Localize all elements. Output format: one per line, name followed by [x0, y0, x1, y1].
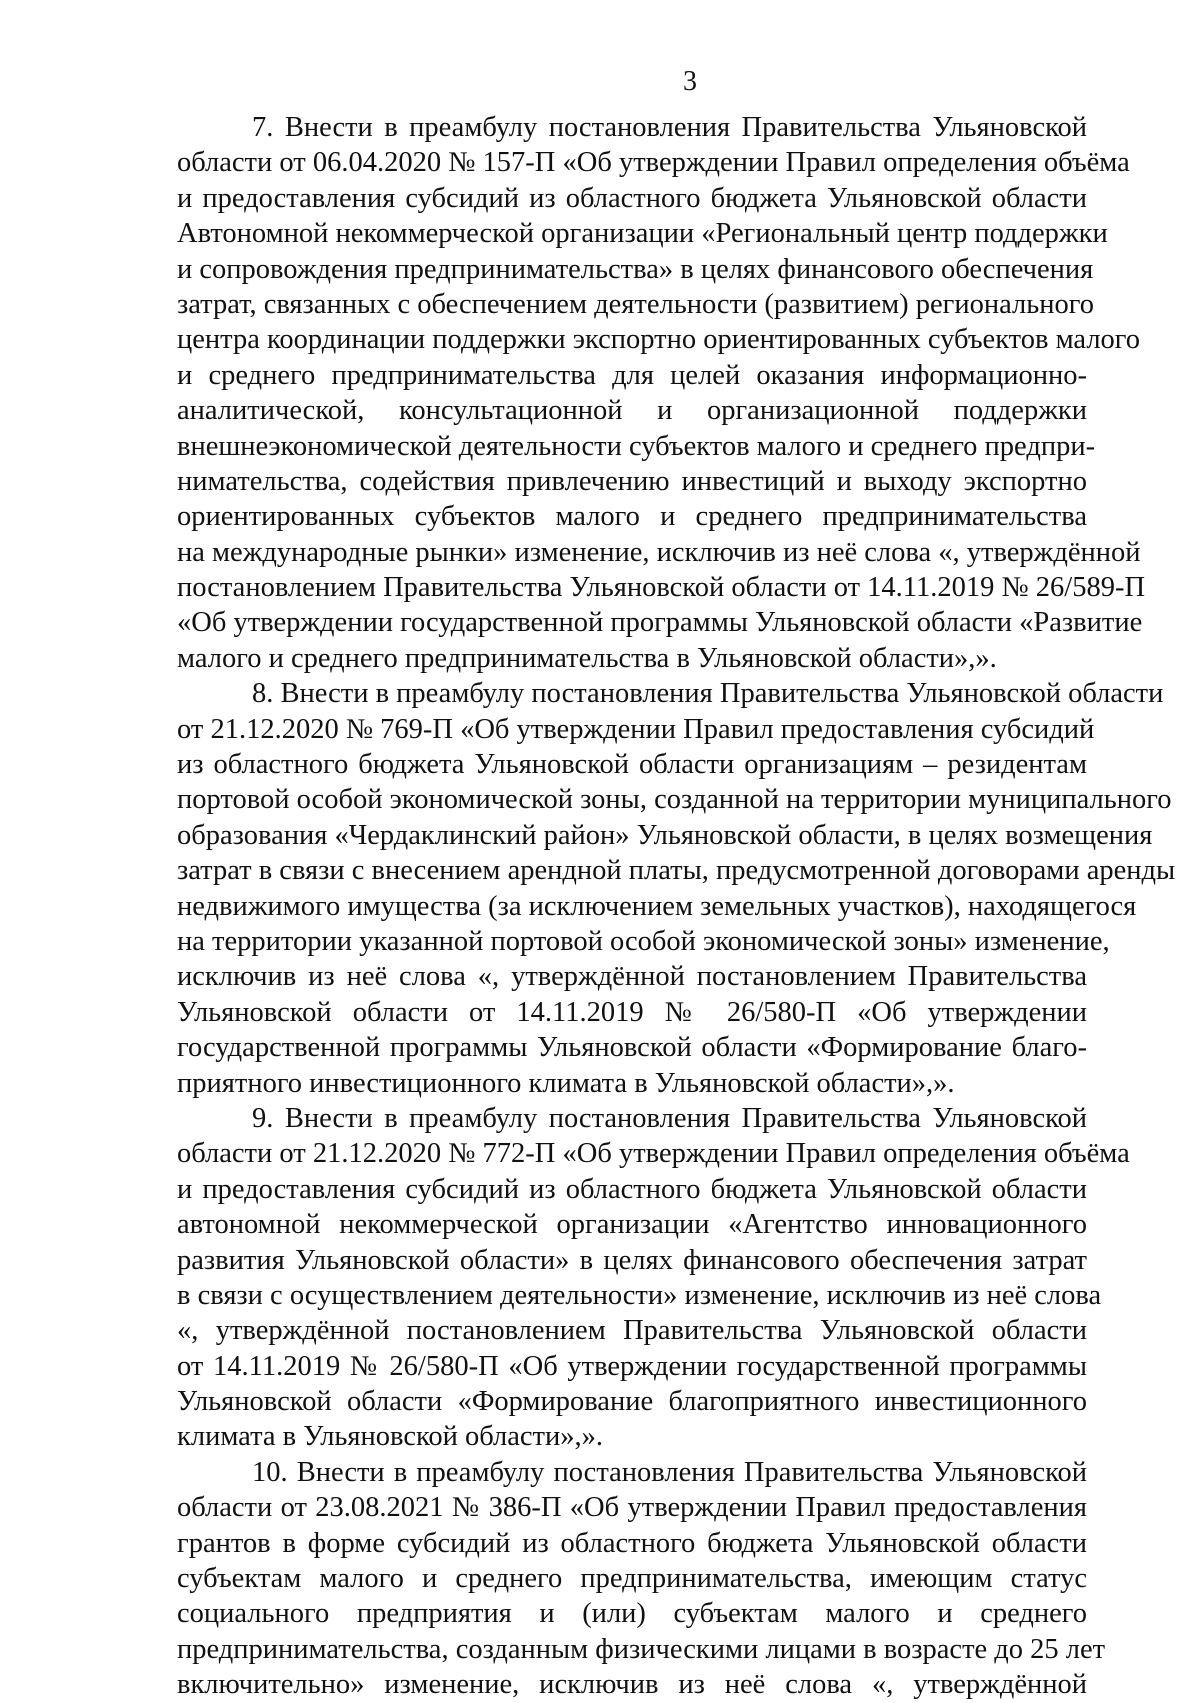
text-line: области от 21.12.2020 № 772-П «Об утверждении Правил определения объёма	[177, 1138, 1130, 1170]
document-body	[177, 110, 1176, 1703]
text-line: ориентированных субъектов малого и среднего предпринимательства	[177, 501, 1087, 533]
text-line: и сопровождения предпринимательства» в целях финансового обеспечения	[177, 253, 1094, 285]
text-line: постановлением Правительства Ульяновской области от 14.11.2019 № 26/589-П	[177, 572, 1146, 604]
text-line: из областного бюджета Ульяновской области организациям – резидентам	[177, 749, 1087, 781]
text-line: включительно» изменение, исключив из неё слова «, утверждённой	[177, 1669, 1087, 1701]
text-line: области от 06.04.2020 № 157-П «Об утверждении Правил определения объёма	[177, 147, 1130, 179]
text-line: затрат в связи с внесением арендной платы, предусмотренной договорами аренды	[177, 855, 1176, 887]
text-line: области от 23.08.2021 № 386-П «Об утверждении Правил предоставления	[177, 1492, 1087, 1524]
paragraph-9	[177, 1101, 1130, 1455]
text-line: социального предприятия и (или) субъектам малого и среднего	[177, 1598, 1087, 1630]
text-line: в связи с осуществлением деятельности» изменение, исключив из неё слова	[177, 1279, 1102, 1311]
text-line: портовой особой экономической зоны, созданной на территории муниципального	[177, 784, 1172, 816]
text-line: Автономной некоммерческой организации «Региональный центр поддержки	[177, 218, 1108, 250]
paragraph-10	[177, 1455, 1106, 1703]
text-line: и среднего предпринимательства для целей оказания информационно-	[177, 359, 1087, 391]
text-line: и предоставления субсидий из областного бюджета Ульяновской области	[177, 1173, 1087, 1205]
text-line: 10. Внести в преамбулу постановления Правительства Ульяновской	[252, 1456, 1087, 1488]
paragraph-7	[177, 110, 1146, 676]
text-line: 8. Внести в преамбулу постановления Правительства Ульяновской области	[252, 678, 1164, 710]
text-line: 7. Внести в преамбулу постановления Правительства Ульяновской	[252, 112, 1087, 143]
text-line: внешнеэкономической деятельности субъектов малого и среднего предпри-	[177, 430, 1096, 462]
text-line: государственной программы Ульяновской области «Формирование благо-	[177, 1032, 1087, 1064]
text-line: недвижимого имущества (за исключением земельных участков), находящегося	[177, 890, 1137, 922]
text-line: и предоставления субсидий из областного бюджета Ульяновской области	[177, 182, 1087, 214]
text-line: «Об утверждении государственной программы Ульяновской области «Развитие	[177, 607, 1143, 639]
text-line: «, утверждённой постановлением Правительства Ульяновской области	[177, 1315, 1087, 1347]
text-line: субъектам малого и среднего предпринимательства, имеющим статус	[177, 1563, 1087, 1595]
text-line: от 21.12.2020 № 769-П «Об утверждении Правил предоставления субсидий	[177, 713, 1095, 745]
text-line: 9. Внести в преамбулу постановления Правительства Ульяновской	[252, 1102, 1087, 1134]
text-line: затрат, связанных с обеспечением деятельности (развитием) регионального	[177, 288, 1094, 320]
text-line: предпринимательства, созданным физическими лицами в возрасте до 25 лет	[177, 1633, 1106, 1665]
text-line: климата в Ульяновской области»,».	[177, 1421, 604, 1453]
text-line: Ульяновской области от 14.11.2019 № 26/580-П «Об утверждении	[177, 996, 1087, 1028]
text-line: на территории указанной портовой особой экономической зоны» изменение,	[177, 925, 1110, 957]
text-line: аналитической, консультационной и организационной поддержки	[177, 395, 1087, 427]
text-line: приятного инвестиционного климата в Ульяновской области»,».	[177, 1067, 955, 1099]
text-line: на международные рынки» изменение, исключив из неё слова «, утверждённой	[177, 536, 1141, 568]
page-number: 3	[683, 66, 697, 97]
text-line: исключив из неё слова «, утверждённой постановлением Правительства	[177, 961, 1087, 993]
text-line: развития Ульяновской области» в целях финансового обеспечения затрат	[177, 1244, 1087, 1276]
text-line: малого и среднего предпринимательства в Ульяновской области»,».	[177, 642, 997, 674]
text-line: Ульяновской области «Формирование благоприятного инвестиционного	[177, 1386, 1087, 1418]
text-line: от 14.11.2019 № 26/580-П «Об утверждении государственной программы	[177, 1350, 1087, 1382]
text-line: автономной некоммерческой организации «Агентство инновационного	[177, 1209, 1087, 1241]
text-line: нимательства, содействия привлечению инвестиций и выходу экспортно	[177, 465, 1087, 497]
paragraph-8	[177, 676, 1176, 1101]
text-line: грантов в форме субсидий из областного бюджета Ульяновской области	[177, 1527, 1087, 1559]
text-line: центра координации поддержки экспортно ориентированных субъектов малого	[177, 324, 1141, 356]
text-line: образования «Чердаклинский район» Ульяновской области, в целях возмещения	[177, 819, 1153, 851]
